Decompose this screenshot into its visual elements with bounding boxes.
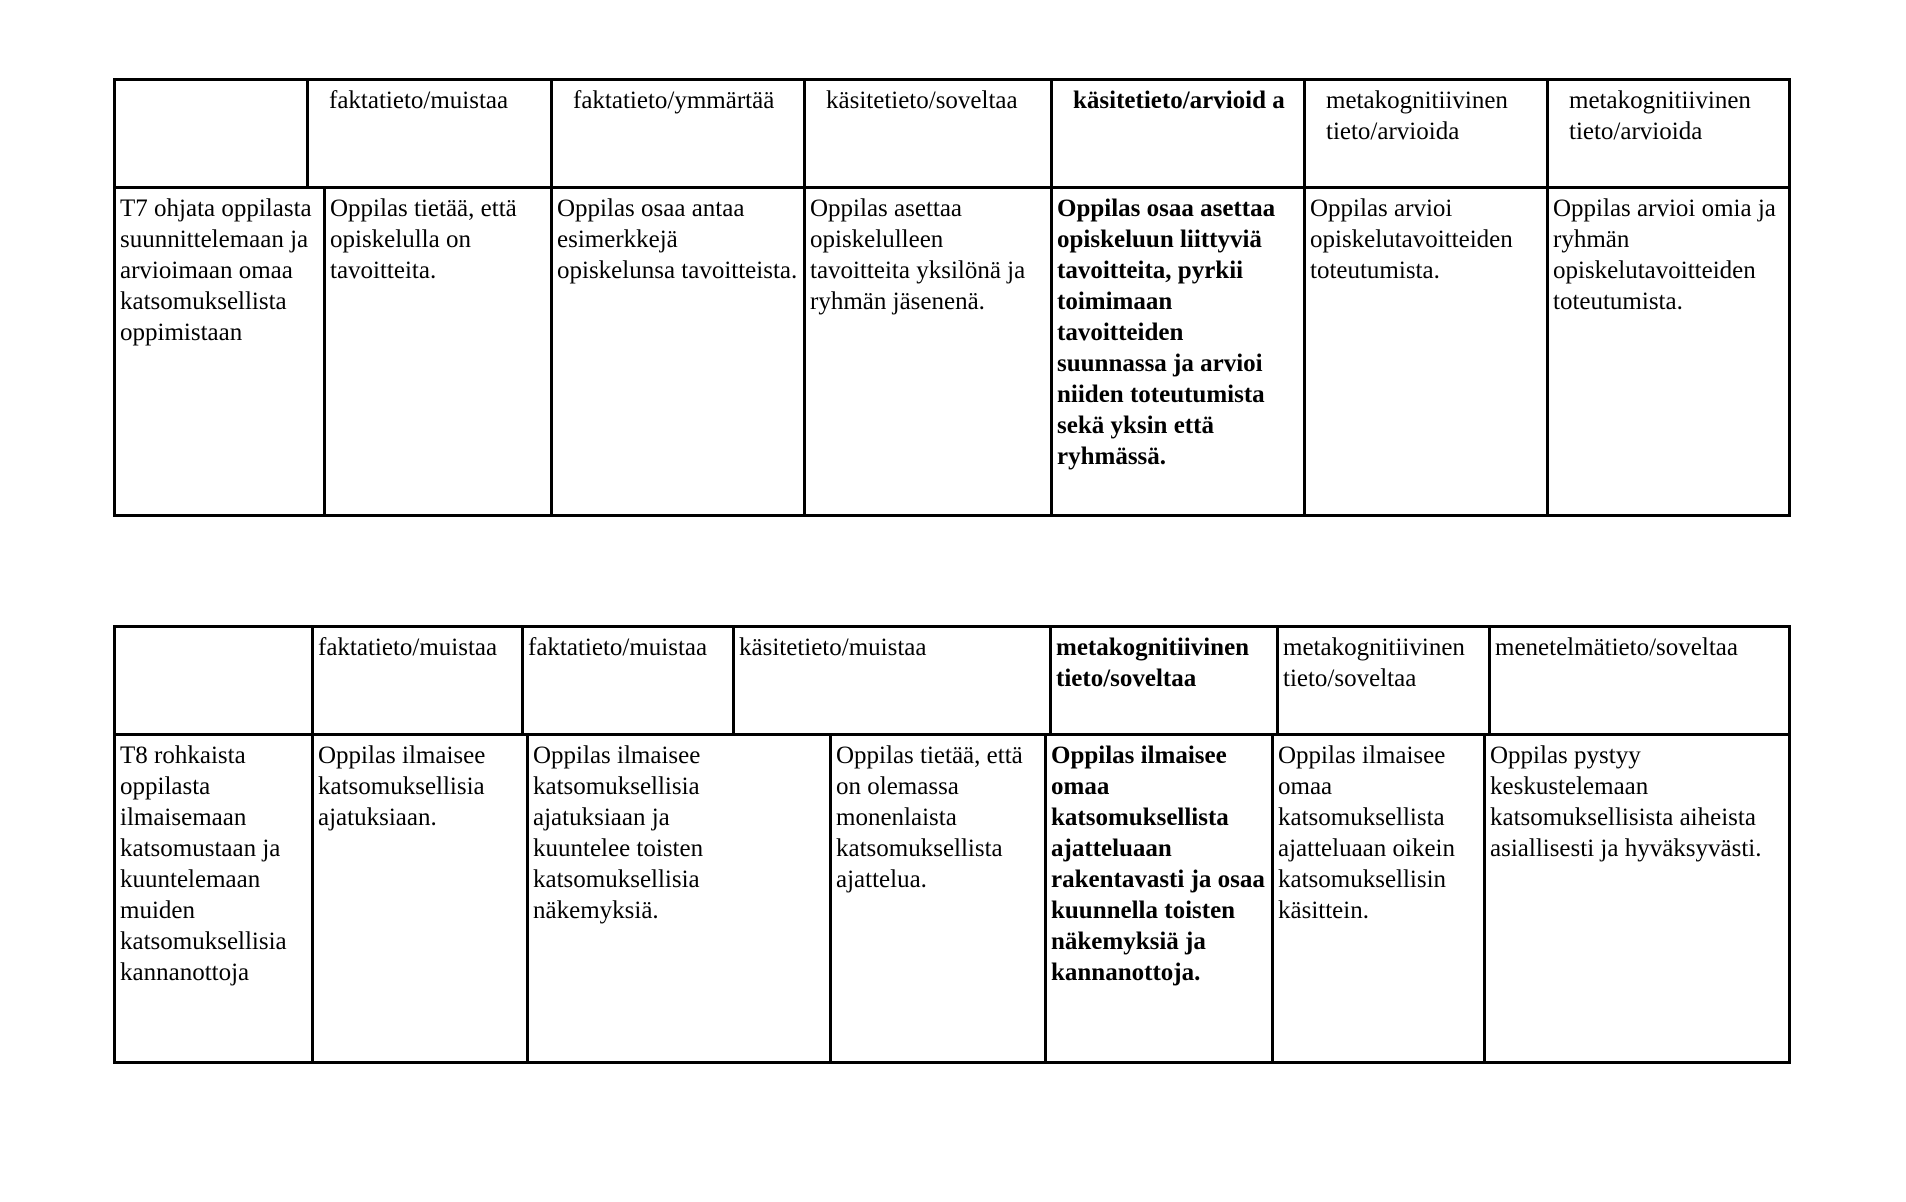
header-cell: käsitetieto/muistaa: [739, 634, 927, 661]
objective-cell: T8 rohkaista oppilasta ilmaisemaan katsomustaan ja kuuntelemaan muiden katsomuksellisia kannanottoja: [120, 742, 287, 986]
table-cell: Oppilas osaa antaa esimerkkejä opiskelunsa tavoitteista.: [557, 195, 798, 284]
table-cell: Oppilas osaa asettaa opiskeluun liittyviä tavoitteita, pyrkii toimimaan tavoitteiden suunnassa ja arvioi niiden toteutumista sekä yksin että ryhmässä.: [1057, 195, 1276, 470]
table-t7: [113, 78, 1791, 517]
objective-cell: T7 ohjata oppilasta suunnittelemaan ja arvioimaan omaa katsomuksellista oppimistaan: [120, 195, 312, 346]
header-cell: metakognitiivinen tieto/arvioida: [1326, 87, 1508, 145]
table-cell: Oppilas ilmaisee omaa katsomuksellista ajatteluaan oikein katsomuksellisin käsittein.: [1278, 742, 1456, 924]
table-cell: Oppilas tietää, että opiskelulla on tavoitteita.: [330, 195, 517, 284]
table-cell: Oppilas arvioi omia ja ryhmän opiskelutavoitteiden toteutumista.: [1553, 195, 1776, 315]
table-cell: Oppilas ilmaisee katsomuksellisia ajatuksiaan ja kuuntelee toisten katsomuksellisia näkemyksiä.: [533, 742, 704, 924]
header-cell: metakognitiivinen tieto/soveltaa: [1283, 634, 1465, 692]
table-header-row: [116, 81, 1788, 189]
table-row: [116, 736, 1788, 1061]
header-cell: menetelmätieto/soveltaa: [1495, 634, 1738, 661]
table-cell: Oppilas ilmaisee katsomuksellisia ajatuksiaan.: [318, 742, 486, 831]
header-cell: käsitetieto/soveltaa: [826, 87, 1018, 114]
table-cell: Oppilas ilmaisee omaa katsomuksellista ajatteluaan rakentavasti ja osaa kuunnella toisten näkemyksiä ja kannanottoja.: [1051, 742, 1265, 986]
header-cell: käsitetieto/arvioid a: [1073, 87, 1285, 114]
header-cell-empty: [116, 81, 306, 186]
table-cell: Oppilas pystyy keskustelemaan katsomuksellisista aiheista asiallisesti ja hyväksyvästi.: [1490, 742, 1762, 862]
header-cell: faktatieto/ymmärtää: [573, 87, 775, 114]
table-header-row: [116, 628, 1788, 736]
header-cell: faktatieto/muistaa: [528, 634, 708, 661]
table-t8: [113, 625, 1791, 1064]
table-cell: Oppilas arvioi opiskelutavoitteiden toteutumista.: [1310, 195, 1513, 284]
header-cell: faktatieto/muistaa: [318, 634, 498, 661]
table-cell: Oppilas tietää, että on olemassa monenlaista katsomuksellista ajattelua.: [836, 742, 1023, 893]
header-cell-empty: [116, 628, 311, 733]
table-row: [116, 189, 1788, 514]
header-cell: metakognitiivinen tieto/soveltaa: [1056, 634, 1250, 692]
table-cell: Oppilas asettaa opiskelulleen tavoitteita yksilönä ja ryhmän jäsenenä.: [810, 195, 1026, 315]
header-cell: metakognitiivinen tieto/arvioida: [1569, 87, 1751, 145]
header-cell: faktatieto/muistaa: [329, 87, 509, 114]
